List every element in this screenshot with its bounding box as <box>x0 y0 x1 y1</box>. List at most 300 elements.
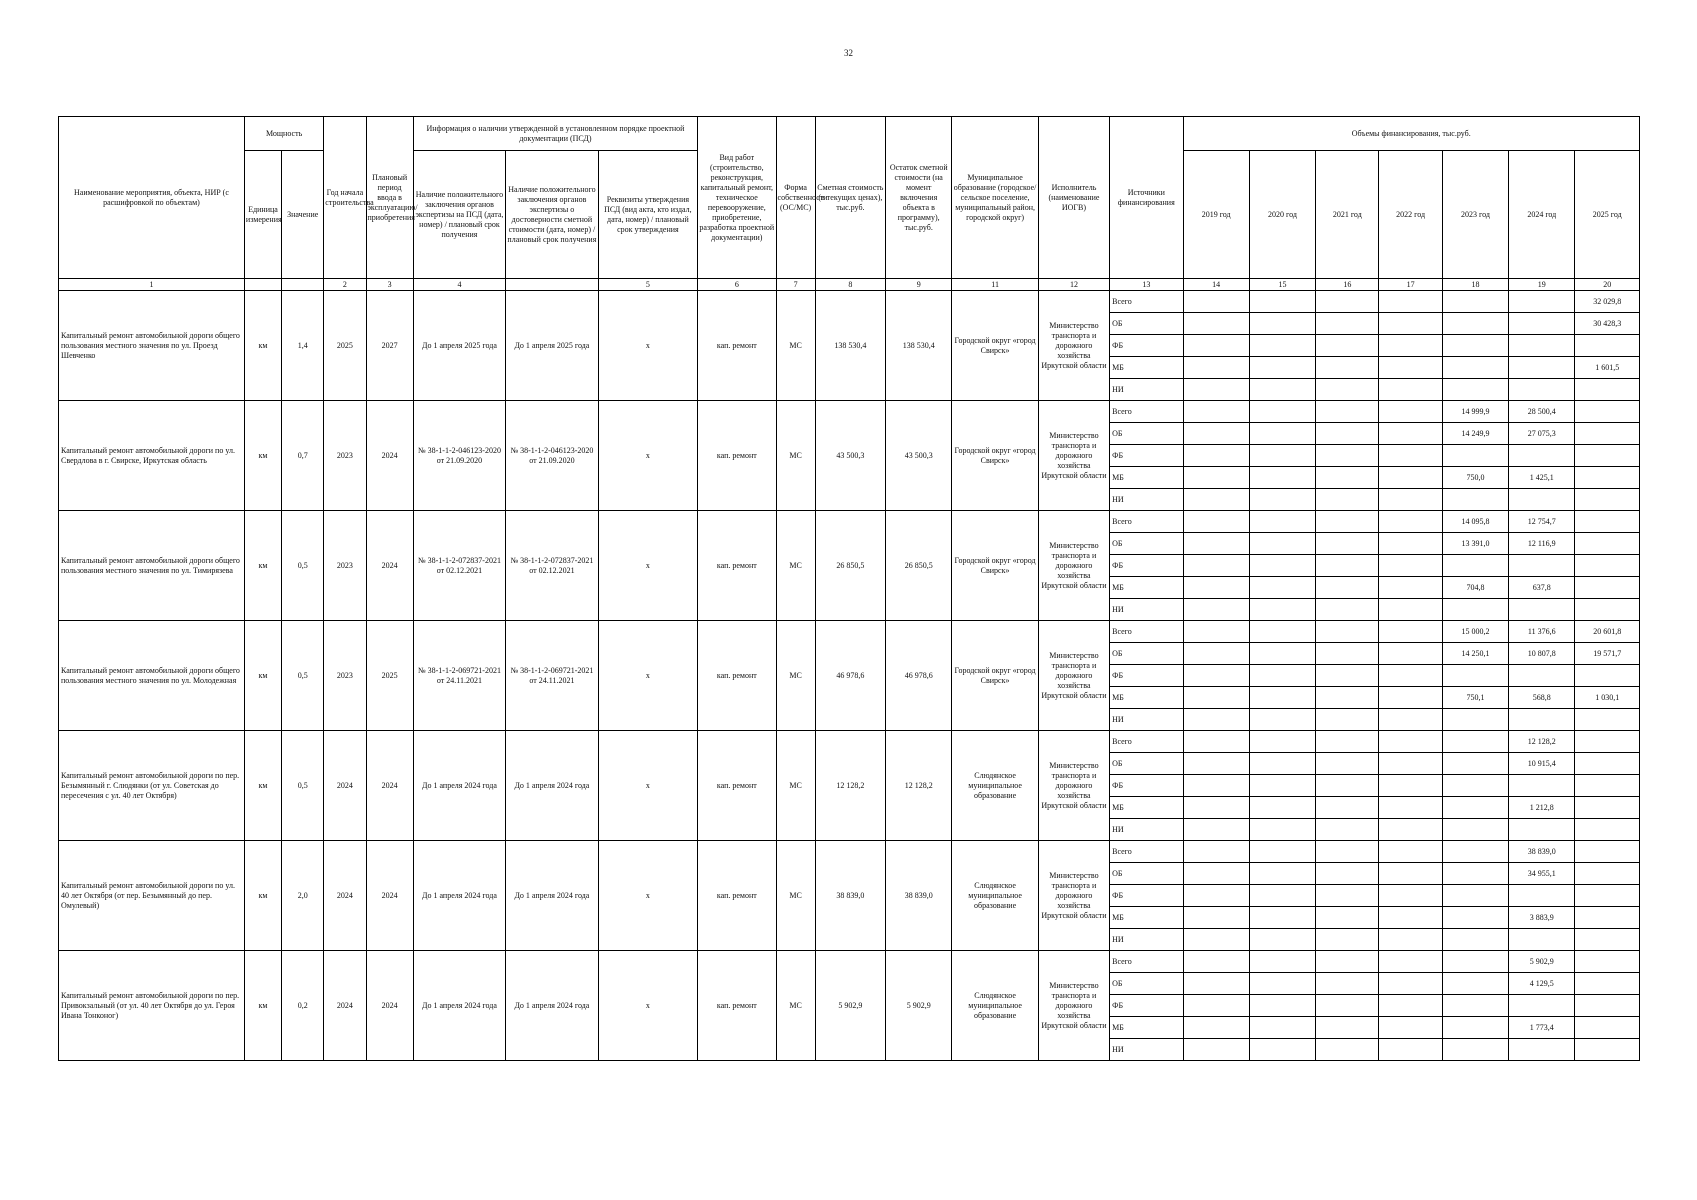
row-estimated-cost: 138 530,4 <box>815 291 885 401</box>
row-ownership: МС <box>776 621 815 731</box>
financing-cell <box>1575 841 1640 863</box>
financing-cell <box>1442 489 1508 511</box>
financing-cell <box>1379 665 1442 687</box>
header-value: Значение <box>282 151 324 279</box>
row-source-label: Всего <box>1110 731 1183 753</box>
financing-cell <box>1575 995 1640 1017</box>
financing-cell: 12 754,7 <box>1509 511 1575 533</box>
financing-cell <box>1379 973 1442 995</box>
row-source-label: ОБ <box>1110 643 1183 665</box>
row-psd-details: x <box>598 951 697 1061</box>
header-sources: Источники финансирования <box>1110 117 1183 279</box>
financing-cell <box>1249 819 1315 841</box>
financing-cell <box>1183 731 1249 753</box>
financing-cell <box>1249 687 1315 709</box>
column-number: 15 <box>1249 279 1315 291</box>
program-table-wrapper <box>58 116 1640 1061</box>
financing-cell <box>1379 1017 1442 1039</box>
financing-cell <box>1249 379 1315 401</box>
row-psd-positive: До 1 апреля 2025 года <box>413 291 505 401</box>
row-planned-period: 2024 <box>366 401 413 511</box>
column-number: 4 <box>413 279 505 291</box>
row-source-label: ФБ <box>1110 445 1183 467</box>
row-source-label: МБ <box>1110 1017 1183 1039</box>
financing-cell <box>1183 797 1249 819</box>
financing-cell <box>1509 489 1575 511</box>
financing-cell <box>1249 863 1315 885</box>
row-source-label: НИ <box>1110 929 1183 951</box>
financing-cell <box>1379 709 1442 731</box>
financing-cell <box>1379 819 1442 841</box>
column-number: 18 <box>1442 279 1508 291</box>
financing-cell <box>1183 599 1249 621</box>
financing-cell <box>1509 555 1575 577</box>
financing-cell <box>1249 643 1315 665</box>
row-planned-period: 2024 <box>366 511 413 621</box>
row-municipality: Слюдянское муниципальное образование <box>952 731 1038 841</box>
financing-cell: 14 250,1 <box>1442 643 1508 665</box>
financing-cell <box>1379 995 1442 1017</box>
financing-cell <box>1183 621 1249 643</box>
row-estimated-cost: 5 902,9 <box>815 951 885 1061</box>
financing-cell: 1 773,4 <box>1509 1017 1575 1039</box>
financing-cell <box>1316 709 1379 731</box>
financing-cell <box>1183 929 1249 951</box>
financing-cell: 5 902,9 <box>1509 951 1575 973</box>
financing-cell <box>1575 489 1640 511</box>
row-municipality: Слюдянское муниципальное образование <box>952 841 1038 951</box>
financing-cell <box>1442 863 1508 885</box>
row-psd-cost: № 38-1-1-2-072837-2021 от 02.12.2021 <box>506 511 598 621</box>
financing-cell <box>1316 379 1379 401</box>
financing-cell <box>1183 995 1249 1017</box>
header-psd-positive: Наличие положительного заключения органов экспертизы на ПСД (дата, номер) / плановый срок получения <box>413 151 505 279</box>
row-source-label: ОБ <box>1110 533 1183 555</box>
financing-cell <box>1575 907 1640 929</box>
row-ownership: МС <box>776 401 815 511</box>
row-executor: Министерство транспорта и дорожного хозяйства Иркутской области <box>1038 401 1109 511</box>
financing-cell <box>1509 885 1575 907</box>
row-municipality: Слюдянское муниципальное образование <box>952 951 1038 1061</box>
financing-cell <box>1379 1039 1442 1061</box>
financing-cell <box>1183 1017 1249 1039</box>
row-psd-positive: До 1 апреля 2024 года <box>413 951 505 1061</box>
financing-cell <box>1379 445 1442 467</box>
financing-cell <box>1316 995 1379 1017</box>
financing-cell: 3 883,9 <box>1509 907 1575 929</box>
financing-cell <box>1442 357 1508 379</box>
row-source-label: Всего <box>1110 841 1183 863</box>
financing-cell <box>1575 577 1640 599</box>
financing-cell <box>1379 599 1442 621</box>
row-name: Капитальный ремонт автомобильной дороги по пер. Привокзальный (от ул. 40 лет Октября до ул. Героя Ивана Тонконог) <box>59 951 245 1061</box>
row-remaining-cost: 12 128,2 <box>886 731 952 841</box>
financing-cell <box>1575 555 1640 577</box>
financing-cell <box>1316 467 1379 489</box>
row-work-type: кап. ремонт <box>698 401 776 511</box>
financing-cell: 11 376,6 <box>1509 621 1575 643</box>
row-source-label: ФБ <box>1110 665 1183 687</box>
financing-cell: 20 601,8 <box>1575 621 1640 643</box>
row-executor: Министерство транспорта и дорожного хозяйства Иркутской области <box>1038 291 1109 401</box>
financing-cell <box>1575 885 1640 907</box>
financing-cell <box>1249 357 1315 379</box>
row-source-label: ФБ <box>1110 555 1183 577</box>
financing-cell <box>1316 665 1379 687</box>
financing-cell <box>1442 973 1508 995</box>
financing-cell <box>1509 357 1575 379</box>
row-source-label: ОБ <box>1110 973 1183 995</box>
financing-cell <box>1442 885 1508 907</box>
row-estimated-cost: 38 839,0 <box>815 841 885 951</box>
header-remaining-cost: Остаток сметной стоимости (на момент включения объекта в программу), тыс.руб. <box>886 117 952 279</box>
row-unit: км <box>244 401 281 511</box>
column-number <box>244 279 281 291</box>
financing-cell <box>1249 973 1315 995</box>
row-start-year: 2024 <box>324 951 366 1061</box>
financing-cell <box>1249 577 1315 599</box>
header-unit: Единица измерения <box>244 151 281 279</box>
column-number: 13 <box>1110 279 1183 291</box>
row-work-type: кап. ремонт <box>698 731 776 841</box>
row-psd-details: x <box>598 511 697 621</box>
financing-cell <box>1249 951 1315 973</box>
financing-cell <box>1442 775 1508 797</box>
row-psd-cost: № 38-1-1-2-069721-2021 от 24.11.2021 <box>506 621 598 731</box>
financing-cell <box>1316 973 1379 995</box>
header-executor: Исполнитель (наименование ИОГВ) <box>1038 117 1109 279</box>
financing-cell <box>1379 731 1442 753</box>
financing-cell <box>1249 511 1315 533</box>
row-source-label: ФБ <box>1110 775 1183 797</box>
header-psd-details: Реквизиты утверждения ПСД (вид акта, кто издал, дата, номер) / плановый срок утверждения <box>598 151 697 279</box>
column-number: 12 <box>1038 279 1109 291</box>
row-source-label: ОБ <box>1110 753 1183 775</box>
financing-cell <box>1442 819 1508 841</box>
financing-cell <box>1183 489 1249 511</box>
row-name: Капитальный ремонт автомобильной дороги общего пользования местного значения по ул. Молодежная <box>59 621 245 731</box>
row-value: 0,5 <box>282 731 324 841</box>
row-value: 1,4 <box>282 291 324 401</box>
financing-cell <box>1316 951 1379 973</box>
financing-cell <box>1183 401 1249 423</box>
financing-cell <box>1249 665 1315 687</box>
header-planned-period: Плановый период ввода в эксплуатацию/приобретения <box>366 117 413 279</box>
row-unit: км <box>244 731 281 841</box>
row-unit: км <box>244 621 281 731</box>
row-work-type: кап. ремонт <box>698 291 776 401</box>
row-name: Капитальный ремонт автомобильной дороги по ул. Свердлова в г. Свирске, Иркутская область <box>59 401 245 511</box>
financing-cell <box>1509 1039 1575 1061</box>
row-psd-cost: До 1 апреля 2025 года <box>506 291 598 401</box>
financing-cell <box>1183 357 1249 379</box>
financing-cell: 637,8 <box>1509 577 1575 599</box>
financing-cell: 12 128,2 <box>1509 731 1575 753</box>
financing-cell <box>1379 885 1442 907</box>
row-source-label: НИ <box>1110 709 1183 731</box>
financing-cell <box>1183 863 1249 885</box>
row-source-label: Всего <box>1110 951 1183 973</box>
financing-cell: 28 500,4 <box>1509 401 1575 423</box>
financing-cell <box>1379 357 1442 379</box>
row-source-label: ФБ <box>1110 885 1183 907</box>
column-number: 3 <box>366 279 413 291</box>
row-ownership: МС <box>776 291 815 401</box>
row-source-label: ОБ <box>1110 313 1183 335</box>
financing-cell <box>1575 511 1640 533</box>
header-year: 2024 год <box>1509 151 1575 279</box>
row-source-label: НИ <box>1110 819 1183 841</box>
financing-cell <box>1575 929 1640 951</box>
financing-cell: 15 000,2 <box>1442 621 1508 643</box>
financing-cell <box>1316 423 1379 445</box>
row-remaining-cost: 26 850,5 <box>886 511 952 621</box>
financing-cell <box>1575 665 1640 687</box>
row-start-year: 2023 <box>324 621 366 731</box>
financing-cell <box>1249 445 1315 467</box>
financing-cell: 4 129,5 <box>1509 973 1575 995</box>
financing-cell <box>1183 533 1249 555</box>
row-executor: Министерство транспорта и дорожного хозяйства Иркутской области <box>1038 731 1109 841</box>
header-year: 2022 год <box>1379 151 1442 279</box>
financing-cell <box>1316 511 1379 533</box>
column-number: 16 <box>1316 279 1379 291</box>
financing-cell <box>1575 731 1640 753</box>
row-source-label: МБ <box>1110 797 1183 819</box>
financing-cell <box>1442 379 1508 401</box>
financing-cell <box>1249 1039 1315 1061</box>
financing-cell <box>1316 445 1379 467</box>
financing-cell: 1 030,1 <box>1575 687 1640 709</box>
row-municipality: Городской округ «город Свирск» <box>952 291 1038 401</box>
column-number: 11 <box>952 279 1038 291</box>
financing-cell <box>1442 841 1508 863</box>
financing-cell <box>1379 753 1442 775</box>
financing-cell <box>1575 819 1640 841</box>
financing-cell <box>1379 951 1442 973</box>
row-source-label: НИ <box>1110 1039 1183 1061</box>
financing-cell <box>1509 819 1575 841</box>
row-source-label: ФБ <box>1110 995 1183 1017</box>
row-source-label: Всего <box>1110 621 1183 643</box>
financing-cell <box>1509 335 1575 357</box>
column-number: 7 <box>776 279 815 291</box>
financing-cell: 34 955,1 <box>1509 863 1575 885</box>
financing-cell: 568,8 <box>1509 687 1575 709</box>
row-start-year: 2023 <box>324 511 366 621</box>
financing-cell <box>1442 1017 1508 1039</box>
row-name: Капитальный ремонт автомобильной дороги по ул. 40 лет Октября (от пер. Безымянный до пер. Омулевый) <box>59 841 245 951</box>
row-psd-positive: До 1 апреля 2024 года <box>413 731 505 841</box>
row-psd-details: x <box>598 291 697 401</box>
row-work-type: кап. ремонт <box>698 951 776 1061</box>
financing-cell <box>1442 907 1508 929</box>
financing-cell <box>1316 1039 1379 1061</box>
row-value: 0,7 <box>282 401 324 511</box>
financing-cell <box>1379 775 1442 797</box>
header-ownership: Форма собственности (ОС/МС) <box>776 117 815 279</box>
financing-cell <box>1575 753 1640 775</box>
row-planned-period: 2024 <box>366 951 413 1061</box>
row-source-label: МБ <box>1110 907 1183 929</box>
financing-cell <box>1379 423 1442 445</box>
financing-cell <box>1379 907 1442 929</box>
row-executor: Министерство транспорта и дорожного хозяйства Иркутской области <box>1038 841 1109 951</box>
financing-cell: 1 212,8 <box>1509 797 1575 819</box>
financing-cell <box>1442 1039 1508 1061</box>
financing-cell <box>1442 731 1508 753</box>
row-work-type: кап. ремонт <box>698 621 776 731</box>
financing-cell: 10 915,4 <box>1509 753 1575 775</box>
financing-cell <box>1183 555 1249 577</box>
financing-cell <box>1316 335 1379 357</box>
financing-cell <box>1379 379 1442 401</box>
financing-cell <box>1249 533 1315 555</box>
row-psd-cost: До 1 апреля 2024 года <box>506 731 598 841</box>
row-unit: км <box>244 511 281 621</box>
row-remaining-cost: 46 978,6 <box>886 621 952 731</box>
row-source-label: ОБ <box>1110 863 1183 885</box>
financing-cell <box>1249 621 1315 643</box>
financing-cell <box>1249 841 1315 863</box>
financing-cell <box>1249 313 1315 335</box>
financing-cell <box>1575 423 1640 445</box>
financing-cell <box>1575 533 1640 555</box>
column-number: 9 <box>886 279 952 291</box>
financing-cell <box>1183 951 1249 973</box>
column-number <box>506 279 598 291</box>
column-number: 5 <box>598 279 697 291</box>
header-year: 2020 год <box>1249 151 1315 279</box>
financing-cell <box>1183 687 1249 709</box>
financing-cell <box>1442 951 1508 973</box>
financing-cell <box>1183 511 1249 533</box>
financing-cell: 10 807,8 <box>1509 643 1575 665</box>
header-financing-group: Объемы финансирования, тыс.руб. <box>1183 117 1640 151</box>
row-unit: км <box>244 951 281 1061</box>
financing-cell: 12 116,9 <box>1509 533 1575 555</box>
financing-cell <box>1183 423 1249 445</box>
financing-cell <box>1379 555 1442 577</box>
financing-cell <box>1575 863 1640 885</box>
financing-cell <box>1316 863 1379 885</box>
financing-cell <box>1379 313 1442 335</box>
header-year: 2019 год <box>1183 151 1249 279</box>
column-number: 2 <box>324 279 366 291</box>
financing-cell <box>1575 709 1640 731</box>
financing-cell: 32 029,8 <box>1575 291 1640 313</box>
table-row <box>59 511 1640 533</box>
row-psd-details: x <box>598 621 697 731</box>
row-source-label: МБ <box>1110 687 1183 709</box>
financing-cell <box>1575 973 1640 995</box>
financing-cell <box>1442 445 1508 467</box>
financing-cell: 13 391,0 <box>1442 533 1508 555</box>
financing-cell <box>1509 599 1575 621</box>
financing-cell <box>1183 709 1249 731</box>
row-source-label: ОБ <box>1110 423 1183 445</box>
column-numbers-row <box>59 279 1640 291</box>
financing-cell <box>1316 907 1379 929</box>
financing-cell <box>1183 753 1249 775</box>
financing-cell <box>1183 445 1249 467</box>
financing-cell <box>1379 489 1442 511</box>
row-value: 2,0 <box>282 841 324 951</box>
header-psd-cost: Наличие положительного заключения органов экспертизы о достоверности сметной стоимости (дата, номер) / плановый срок получения <box>506 151 598 279</box>
financing-cell <box>1316 357 1379 379</box>
financing-cell <box>1249 907 1315 929</box>
row-start-year: 2023 <box>324 401 366 511</box>
financing-cell <box>1442 599 1508 621</box>
table-row <box>59 401 1640 423</box>
financing-cell <box>1575 1017 1640 1039</box>
financing-cell <box>1183 819 1249 841</box>
financing-cell <box>1379 533 1442 555</box>
header-estimated-cost: Сметная стоимость (в текущих ценах), тыс.руб. <box>815 117 885 279</box>
financing-cell <box>1442 555 1508 577</box>
financing-cell <box>1316 401 1379 423</box>
financing-cell: 30 428,3 <box>1575 313 1640 335</box>
table-header <box>59 117 1640 291</box>
row-psd-positive: № 38-1-1-2-069721-2021 от 24.11.2021 <box>413 621 505 731</box>
financing-cell: 38 839,0 <box>1509 841 1575 863</box>
table-row <box>59 291 1640 313</box>
row-unit: км <box>244 841 281 951</box>
financing-cell <box>1316 775 1379 797</box>
financing-cell <box>1316 1017 1379 1039</box>
row-remaining-cost: 38 839,0 <box>886 841 952 951</box>
financing-cell <box>1509 379 1575 401</box>
financing-cell: 14 999,9 <box>1442 401 1508 423</box>
column-number <box>282 279 324 291</box>
financing-cell <box>1316 555 1379 577</box>
financing-cell <box>1183 577 1249 599</box>
row-name: Капитальный ремонт автомобильной дороги общего пользования местного значения по ул. Проезд Шевченко <box>59 291 245 401</box>
row-executor: Министерство транспорта и дорожного хозяйства Иркутской области <box>1038 951 1109 1061</box>
row-psd-positive: № 38-1-1-2-072837-2021 от 02.12.2021 <box>413 511 505 621</box>
column-number: 14 <box>1183 279 1249 291</box>
row-estimated-cost: 26 850,5 <box>815 511 885 621</box>
row-start-year: 2024 <box>324 841 366 951</box>
financing-cell <box>1379 797 1442 819</box>
row-estimated-cost: 46 978,6 <box>815 621 885 731</box>
financing-cell <box>1575 1039 1640 1061</box>
financing-cell <box>1316 313 1379 335</box>
row-ownership: МС <box>776 731 815 841</box>
financing-cell: 750,0 <box>1442 467 1508 489</box>
financing-cell <box>1379 687 1442 709</box>
financing-cell <box>1316 621 1379 643</box>
financing-cell <box>1249 775 1315 797</box>
financing-cell <box>1379 511 1442 533</box>
financing-cell <box>1183 841 1249 863</box>
financing-cell <box>1249 467 1315 489</box>
row-start-year: 2025 <box>324 291 366 401</box>
row-ownership: МС <box>776 511 815 621</box>
financing-cell <box>1575 467 1640 489</box>
row-source-label: МБ <box>1110 577 1183 599</box>
header-start-year: Год начала строительства <box>324 117 366 279</box>
financing-cell <box>1183 775 1249 797</box>
financing-cell <box>1442 709 1508 731</box>
financing-cell <box>1379 291 1442 313</box>
table-row <box>59 621 1640 643</box>
financing-cell <box>1575 951 1640 973</box>
table-row <box>59 731 1640 753</box>
financing-cell <box>1316 533 1379 555</box>
financing-cell <box>1316 687 1379 709</box>
row-source-label: Всего <box>1110 291 1183 313</box>
